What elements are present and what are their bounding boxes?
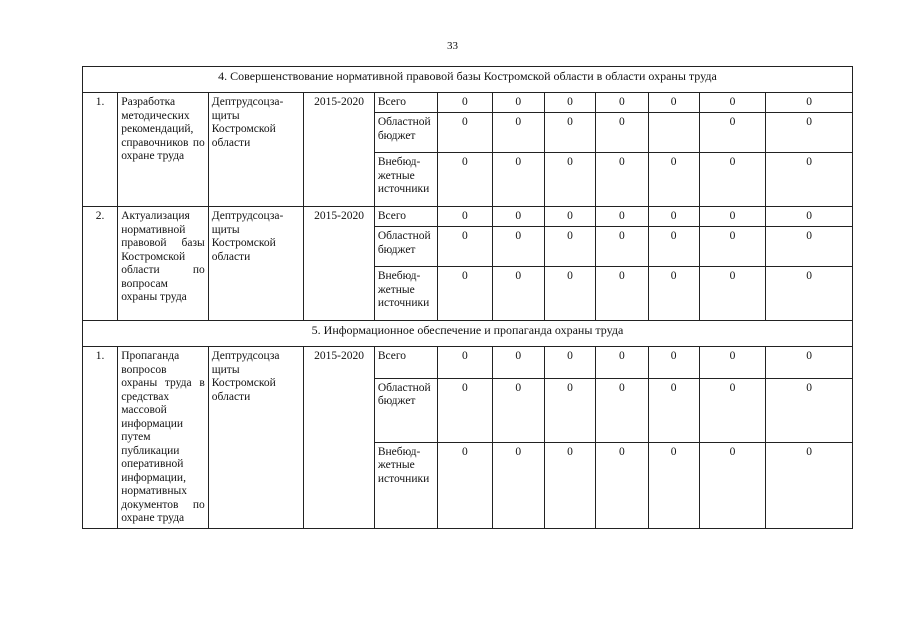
item-executor: Дептрудсоцза-щиты Костромской области [208,93,304,207]
funding-value: 0 [699,113,765,153]
funding-value: 0 [699,93,765,113]
funding-value: 0 [438,207,492,227]
item-executor: Дептрудсоцза-щиты Костромской области [208,207,304,321]
item-executor: Дептрудсоцза щиты Костромской области [208,347,304,529]
funding-value [648,113,699,153]
page-number: 33 [447,40,458,52]
funding-source: Внебюд-жетные источники [374,267,437,321]
program-table-body [83,67,853,529]
funding-value: 0 [766,347,853,379]
funding-value: 0 [596,347,648,379]
funding-value: 0 [492,442,544,528]
item-name: Разработка методических рекомендаций, справочников по охране труда [118,93,209,207]
funding-value: 0 [699,347,765,379]
funding-source: Всего [374,207,437,227]
funding-value: 0 [648,347,699,379]
table-row [83,207,853,227]
funding-value: 0 [544,93,595,113]
funding-value: 0 [766,442,853,528]
funding-source: Всего [374,347,437,379]
funding-value: 0 [492,227,544,267]
funding-value: 0 [699,267,765,321]
funding-source: Областной бюджет [374,378,437,442]
funding-value: 0 [544,113,595,153]
funding-value: 0 [544,227,595,267]
funding-value: 0 [544,347,595,379]
funding-value: 0 [648,227,699,267]
item-number: 1. [83,347,118,529]
funding-value: 0 [766,93,853,113]
funding-value: 0 [596,153,648,207]
section-header-row [83,321,853,347]
funding-value: 0 [648,267,699,321]
funding-value: 0 [492,207,544,227]
funding-source: Областной бюджет [374,227,437,267]
funding-value: 0 [699,207,765,227]
funding-value: 0 [438,378,492,442]
funding-value: 0 [596,93,648,113]
section-title: 5. Информационное обеспечение и пропаганда охраны труда [83,321,853,347]
funding-value: 0 [492,113,544,153]
item-period: 2015-2020 [304,93,374,207]
funding-value: 0 [492,153,544,207]
funding-value: 0 [766,227,853,267]
item-name: Актуализация нормативной правовой базы Костромской области по вопросам охраны труда [118,207,209,321]
program-table [82,66,853,529]
funding-value: 0 [766,207,853,227]
item-period: 2015-2020 [304,347,374,529]
funding-value: 0 [596,207,648,227]
funding-value: 0 [438,93,492,113]
table-row [83,347,853,379]
item-number: 2. [83,207,118,321]
funding-value: 0 [648,378,699,442]
funding-value: 0 [596,227,648,267]
funding-value: 0 [596,267,648,321]
funding-value: 0 [766,113,853,153]
funding-value: 0 [492,267,544,321]
funding-value: 0 [596,442,648,528]
funding-value: 0 [766,267,853,321]
funding-value: 0 [699,153,765,207]
table-row [83,93,853,113]
funding-value: 0 [596,378,648,442]
funding-value: 0 [492,93,544,113]
funding-value: 0 [544,442,595,528]
funding-value: 0 [438,227,492,267]
funding-value: 0 [438,153,492,207]
funding-value: 0 [648,207,699,227]
funding-value: 0 [699,227,765,267]
funding-value: 0 [492,378,544,442]
funding-value: 0 [438,347,492,379]
section-title: 4. Совершенствование нормативной правовой базы Костромской области в области охраны труда [83,67,853,93]
funding-value: 0 [766,153,853,207]
funding-value: 0 [438,267,492,321]
funding-value: 0 [766,378,853,442]
funding-source: Внебюд-жетные источники [374,153,437,207]
funding-value: 0 [544,267,595,321]
item-period: 2015-2020 [304,207,374,321]
funding-value: 0 [648,442,699,528]
funding-source: Всего [374,93,437,113]
item-name: Пропаганда вопросов охраны труда в средствах массовой информации путем публикации оперативной информации, нормативных документов по охране труда [118,347,209,529]
funding-value: 0 [544,207,595,227]
funding-source: Внебюд-жетные источники [374,442,437,528]
funding-value: 0 [596,113,648,153]
funding-source: Областной бюджет [374,113,437,153]
funding-value: 0 [648,93,699,113]
funding-value: 0 [544,153,595,207]
funding-value: 0 [438,113,492,153]
funding-value: 0 [648,153,699,207]
item-number: 1. [83,93,118,207]
section-header-row [83,67,853,93]
funding-value: 0 [699,378,765,442]
funding-value: 0 [438,442,492,528]
funding-value: 0 [699,442,765,528]
funding-value: 0 [492,347,544,379]
funding-value: 0 [544,378,595,442]
